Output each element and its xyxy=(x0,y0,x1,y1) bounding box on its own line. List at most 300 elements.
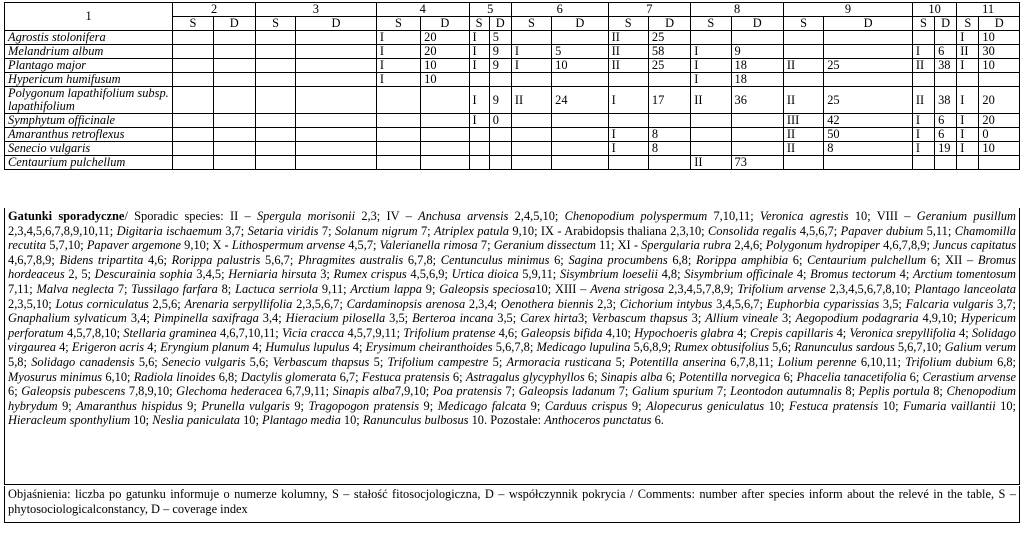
table-row xyxy=(5,31,1020,45)
relevé-numbers: 8; xyxy=(841,384,859,399)
species-name: Chamomilla recutita xyxy=(8,223,1016,253)
coverage-cell xyxy=(731,128,783,142)
relevé-numbers: 10; xyxy=(995,398,1016,413)
relevé-numbers: 2,4,6; xyxy=(731,238,766,253)
species-name: Radiola linoides xyxy=(133,369,216,384)
constancy-cell xyxy=(691,31,731,45)
relevé-numbers: 4; xyxy=(793,267,811,282)
coverage-cell: 50 xyxy=(824,128,913,142)
species-name: Erigeron acris xyxy=(71,340,145,355)
coverage-cell: 10 xyxy=(979,31,1020,45)
constancy-header: S xyxy=(511,17,551,31)
constancy-cell xyxy=(783,45,823,59)
coverage-cell xyxy=(935,156,957,170)
species-name: Trifolium campestre xyxy=(387,354,489,369)
species-name: Berteroa incana xyxy=(412,311,494,326)
coverage-cell xyxy=(296,142,377,156)
species-name: Bromus hordeaceus xyxy=(8,252,1016,282)
coverage-cell: 10 xyxy=(421,59,469,73)
relevé-numbers: 2,3,10; xyxy=(666,223,708,238)
constancy-cell: I xyxy=(691,59,731,73)
constancy-cell xyxy=(173,73,213,87)
table-row xyxy=(5,59,1020,73)
species-name: Rorippa amphibia xyxy=(695,252,789,267)
species-name: Cerastium arvense xyxy=(922,369,1016,384)
relevé-numbers: 4; xyxy=(895,267,913,282)
relevé-numbers: 4,6,7,8,9; xyxy=(879,238,934,253)
coverage-cell xyxy=(213,128,255,142)
coverage-cell: 25 xyxy=(824,59,913,73)
relevé-numbers: 2,5,6; xyxy=(148,296,185,311)
relevé-numbers: 4,6,7,10,11; xyxy=(216,325,282,340)
constancy-cell xyxy=(511,114,551,128)
coverage-cell xyxy=(213,87,255,114)
constancy-cell xyxy=(376,128,420,142)
species-name: Papaver argemone xyxy=(86,238,182,253)
species-name: Lolium perenne xyxy=(777,354,857,369)
species-name: Erysimum cheiranthoides xyxy=(365,340,493,355)
coverage-cell: 42 xyxy=(824,114,913,128)
column-number: 1 xyxy=(5,3,173,31)
species-name: Bromus tectorum xyxy=(810,267,896,282)
coverage-cell xyxy=(731,31,783,45)
species-name: Digitaria ischaemum xyxy=(116,223,222,238)
relevé-numbers: 7; xyxy=(501,384,519,399)
coverage-cell: 36 xyxy=(731,87,783,114)
species-name: Solidago virgaurea xyxy=(8,325,1016,355)
constancy-cell xyxy=(511,156,551,170)
sporadic-label: Gatunki sporadyczne xyxy=(8,209,125,223)
species-name: Oenothera biennis xyxy=(500,296,594,311)
relevé-numbers: 4,5,7,8,10; xyxy=(63,325,124,340)
constancy-cell: I xyxy=(912,45,934,59)
constancy-cell: I xyxy=(608,87,648,114)
species-name: Arctium tomentosum xyxy=(912,267,1017,282)
coverage-cell: 17 xyxy=(648,87,690,114)
relevé-numbers: 5,6; xyxy=(768,340,795,355)
relevé-numbers: 9; xyxy=(182,398,202,413)
relevé-numbers: 9,10; X - xyxy=(181,238,232,253)
coverage-cell xyxy=(552,73,608,87)
coverage-cell xyxy=(213,114,255,128)
relevé-numbers: 4,6; xyxy=(495,325,521,340)
relevé-numbers: 4,6; xyxy=(143,252,172,267)
relevé-numbers: 4,9,10; xyxy=(918,311,961,326)
relevé-numbers: 9; xyxy=(526,398,545,413)
coverage-cell xyxy=(421,128,469,142)
relevé-numbers: 6; xyxy=(788,252,808,267)
species-name: Veronica srepyllifolia xyxy=(849,325,956,340)
species-name: Crepis capillaris xyxy=(749,325,834,340)
coverage-cell xyxy=(731,114,783,128)
relevé-numbers: 7; xyxy=(318,223,335,238)
column-number: 9 xyxy=(783,3,912,17)
coverage-cell: 8 xyxy=(648,128,690,142)
relevé-numbers: 2,3,4; xyxy=(465,296,501,311)
coverage-header: D xyxy=(731,17,783,31)
species-name: Plantago media xyxy=(262,413,341,428)
constancy-cell xyxy=(376,87,420,114)
relevé-numbers: 4,5,7; xyxy=(345,238,380,253)
relevé-numbers: 3,7; xyxy=(993,296,1016,311)
constancy-cell xyxy=(912,73,934,87)
species-name: Stellaria graminea xyxy=(123,325,217,340)
coverage-cell xyxy=(489,142,511,156)
constancy-cell: I xyxy=(608,128,648,142)
coverage-cell: 25 xyxy=(648,31,690,45)
coverage-cell xyxy=(489,73,511,87)
constancy-cell xyxy=(173,31,213,45)
coverage-cell xyxy=(296,31,377,45)
relevé-numbers: 4; xyxy=(55,340,72,355)
relevé-numbers: 9; xyxy=(627,398,647,413)
species-name: Consolida regalis xyxy=(708,223,797,238)
table-row xyxy=(5,128,1020,142)
constancy-cell: I xyxy=(912,142,934,156)
coverage-cell xyxy=(213,31,255,45)
constancy-cell xyxy=(469,73,489,87)
constancy-cell: II xyxy=(783,87,823,114)
constancy-header: S xyxy=(608,17,648,31)
species-name: Trifolium dubium xyxy=(905,354,993,369)
relevé-numbers: 7; xyxy=(113,281,132,296)
constancy-cell: I xyxy=(957,128,979,142)
relevé-numbers: Arabidopsis thaliana xyxy=(564,223,667,238)
coverage-header: D xyxy=(935,17,957,31)
relevé-numbers: 10; xyxy=(239,413,262,428)
species-name: Papaver dubium xyxy=(840,223,924,238)
coverage-cell: 25 xyxy=(648,59,690,73)
species-name: Hieracleum sponthylium xyxy=(8,413,131,428)
species-name: Hieracium pilosella xyxy=(285,311,386,326)
species-name: Valerianella rimosa xyxy=(379,238,478,253)
constancy-cell xyxy=(511,31,551,45)
table-row xyxy=(5,142,1020,156)
species-name: Centaurium pulchellum xyxy=(807,252,927,267)
constancy-header: S xyxy=(783,17,823,31)
species-name: Neslia paniculata xyxy=(152,413,240,428)
constancy-cell: II xyxy=(957,45,979,59)
constancy-cell: I xyxy=(376,45,420,59)
relevé-numbers: 7,10,11; xyxy=(707,209,760,223)
column-number: 3 xyxy=(255,3,376,17)
species-name: Centunculus minimus xyxy=(440,252,550,267)
species-name: Geranium pusillum xyxy=(916,209,1016,223)
constancy-cell: I xyxy=(376,31,420,45)
constancy-cell xyxy=(376,156,420,170)
coverage-cell: 0 xyxy=(979,128,1020,142)
relevé-numbers: 5,6,7,8; xyxy=(492,340,537,355)
coverage-cell xyxy=(552,142,608,156)
coverage-cell xyxy=(648,114,690,128)
species-name: Galeopsis ladanum xyxy=(518,384,616,399)
relevé-numbers: 10; VIII – xyxy=(848,209,917,223)
constancy-cell xyxy=(255,114,295,128)
constancy-cell xyxy=(173,142,213,156)
constancy-cell xyxy=(469,142,489,156)
species-name: Falcaria vulgaris xyxy=(905,296,994,311)
species-name: Hypochoeris glabra xyxy=(634,325,734,340)
relevé-numbers: 10; xyxy=(340,413,363,428)
coverage-cell xyxy=(296,87,377,114)
coverage-cell xyxy=(824,45,913,59)
coverage-cell: 38 xyxy=(935,87,957,114)
relevé-numbers: 4,5,7,9,11; xyxy=(344,325,404,340)
constancy-cell: I xyxy=(469,59,489,73)
relevé-numbers: 6; xyxy=(780,369,797,384)
column-number: 4 xyxy=(376,3,469,17)
species-name: Allium vineale xyxy=(705,311,779,326)
relevé-numbers: 9; xyxy=(419,398,438,413)
coverage-cell: 25 xyxy=(824,87,913,114)
coverage-cell xyxy=(935,73,957,87)
relevé-numbers: 3,5; xyxy=(493,311,521,326)
species-name: Herniaria hirsuta xyxy=(228,267,317,282)
species-name: Anthoceros punctatus xyxy=(544,413,652,428)
coverage-header: D xyxy=(979,17,1020,31)
species-name: Carex hirta xyxy=(520,311,578,326)
relevé-numbers: 5; xyxy=(611,354,630,369)
relevé-numbers: 3,4; xyxy=(126,311,154,326)
relevé-numbers: 5; xyxy=(488,354,507,369)
constancy-cell: II xyxy=(783,142,823,156)
constancy-cell xyxy=(608,73,648,87)
species-name: Astragalus glycyphyllos xyxy=(465,369,585,384)
column-number: 2 xyxy=(173,3,256,17)
species-name: Ranunculus bulbosus xyxy=(362,413,469,428)
coverage-cell xyxy=(935,31,957,45)
relevé-numbers: 4,10; xyxy=(602,325,635,340)
constancy-cell: I xyxy=(691,73,731,87)
column-number-row xyxy=(5,3,1020,17)
relevé-numbers: 6,7,8,11; xyxy=(725,354,778,369)
coverage-cell: 9 xyxy=(489,45,511,59)
coverage-cell: 10 xyxy=(421,73,469,87)
relevé-numbers: 10; xyxy=(878,398,904,413)
species-rows xyxy=(5,31,1020,170)
species-name: Phacelia tanacetifolia xyxy=(796,369,907,384)
constancy-cell: I xyxy=(469,45,489,59)
relevé-numbers: 7,9,10; xyxy=(394,384,433,399)
species-name: Glechoma hederacea xyxy=(176,384,283,399)
coverage-cell: 10 xyxy=(979,59,1020,73)
species-name: Chenopodium hybrydum xyxy=(8,384,1016,413)
species-name: Sisymbrium loeselii xyxy=(559,267,658,282)
species-name: Potentilla anserina xyxy=(629,354,726,369)
relevé-numbers: 5; xyxy=(369,354,388,369)
constancy-cell xyxy=(173,128,213,142)
relevé-numbers: 6,10; xyxy=(102,369,134,384)
coverage-header: D xyxy=(489,17,511,31)
species-name: Galeopsis pubescens xyxy=(21,384,126,399)
relevé-numbers: 5,6,7,10; xyxy=(894,340,945,355)
relevé-numbers: 9,10; IX - xyxy=(508,223,565,238)
species-name: Veronica agrestis xyxy=(759,209,849,223)
species-name: Chenopodium polyspermum xyxy=(564,209,708,223)
coverage-cell: 19 xyxy=(935,142,957,156)
coverage-cell xyxy=(824,73,913,87)
constancy-cell: II xyxy=(608,59,648,73)
constancy-cell xyxy=(469,156,489,170)
species-name: Hypericum perforatum xyxy=(8,311,1016,340)
coverage-cell xyxy=(213,142,255,156)
coverage-cell: 18 xyxy=(731,59,783,73)
constancy-cell: II xyxy=(691,87,731,114)
relevé-numbers: 10; xyxy=(764,398,789,413)
coverage-cell: 6 xyxy=(935,128,957,142)
relevé-numbers: 2,3,4,5,6,7,8,10; xyxy=(825,281,915,296)
coverage-header: D xyxy=(296,17,377,31)
constancy-cell xyxy=(608,114,648,128)
species-name: Avena strigosa xyxy=(590,281,665,296)
relevé-numbers: 7,8,9,10; xyxy=(125,384,177,399)
coverage-cell xyxy=(296,73,377,87)
coverage-cell: 5 xyxy=(489,31,511,45)
species-name: Amaranthus retroflexus xyxy=(5,128,173,142)
relevé-numbers: 6. xyxy=(651,413,664,428)
constancy-cell xyxy=(783,31,823,45)
column-number: 11 xyxy=(957,3,1020,17)
column-number: 8 xyxy=(691,3,784,17)
constancy-cell xyxy=(255,31,295,45)
species-name: Arenaria serpyllifolia xyxy=(184,296,293,311)
relevé-numbers: 2,3,5,10; xyxy=(8,296,56,311)
constancy-cell xyxy=(957,156,979,170)
species-name: Senecio vulgaris xyxy=(5,142,173,156)
constancy-cell: I xyxy=(376,59,420,73)
table-row xyxy=(5,156,1020,170)
relevé-numbers: 6; xyxy=(584,369,601,384)
coverage-cell: 20 xyxy=(979,87,1020,114)
coverage-cell xyxy=(552,114,608,128)
constancy-cell xyxy=(376,142,420,156)
species-name: Humulus lupulus xyxy=(265,340,350,355)
constancy-cell: I xyxy=(957,114,979,128)
constancy-cell: I xyxy=(691,45,731,59)
coverage-cell: 10 xyxy=(552,59,608,73)
constancy-cell: I xyxy=(912,128,934,142)
constancy-cell xyxy=(912,156,934,170)
species-name: Verbascum thapsus xyxy=(591,311,688,326)
relevé-numbers: 8; xyxy=(217,281,236,296)
constancy-cell: I xyxy=(511,45,551,59)
species-name: Hypericum humifusum xyxy=(5,73,173,87)
relevé-numbers: 6; xyxy=(662,369,679,384)
constancy-cell xyxy=(255,128,295,142)
constancy-cell xyxy=(255,142,295,156)
relevé-numbers: 2,3,5,6,7; xyxy=(292,296,347,311)
relevé-numbers: 5,11; xyxy=(923,223,955,238)
relevé-numbers: 2,3,4,5,7,8,9; xyxy=(664,281,738,296)
species-name: Galium spurium xyxy=(631,384,714,399)
constancy-cell: I xyxy=(912,114,934,128)
relevé-numbers: 5,6; xyxy=(245,354,273,369)
constancy-cell: I xyxy=(608,142,648,156)
relevé-numbers: 4; xyxy=(349,340,366,355)
relevé-numbers: 9; xyxy=(289,398,309,413)
species-name: Dactylis glomerata xyxy=(240,369,337,384)
species-name: Sagina procumbens xyxy=(568,252,668,267)
coverage-cell xyxy=(552,156,608,170)
relevé-numbers: 5,6,8,9; xyxy=(630,340,675,355)
constancy-header: S xyxy=(912,17,934,31)
relevé-numbers: 2,3,4,5,6,7,8,9,10,11; xyxy=(8,223,117,238)
coverage-cell: 18 xyxy=(731,73,783,87)
species-name: Cichorium intybus xyxy=(619,296,713,311)
relevé-numbers: 4; xyxy=(955,325,972,340)
relevé-numbers: 6; XII – xyxy=(926,252,978,267)
relevé-numbers: 6,8; xyxy=(215,369,241,384)
coverage-cell xyxy=(421,87,469,114)
relevé-numbers: 4,5,6,7; xyxy=(796,223,841,238)
species-name: Lithospermum arvense xyxy=(231,238,346,253)
relevé-numbers: 6; xyxy=(906,369,923,384)
species-name: Polygonum lapathifolium subsp. lapathifolium xyxy=(5,87,173,114)
relevé-numbers: 4,5,6,9; xyxy=(406,267,452,282)
column-number: 5 xyxy=(469,3,511,17)
constancy-header: S xyxy=(255,17,295,31)
species-name: Descurainia sophia xyxy=(94,267,193,282)
species-name: Myosurus minimus xyxy=(8,369,103,384)
table-row xyxy=(5,73,1020,87)
coverage-cell xyxy=(296,128,377,142)
constancy-cell: I xyxy=(376,73,420,87)
coverage-cell: 6 xyxy=(935,114,957,128)
constancy-cell: II xyxy=(511,87,551,114)
coverage-cell: 5 xyxy=(552,45,608,59)
species-name: Festuca pratensis xyxy=(361,369,450,384)
constancy-cell xyxy=(511,128,551,142)
constancy-cell: I xyxy=(469,114,489,128)
relevé-numbers: 6,7,8; xyxy=(403,252,441,267)
coverage-cell xyxy=(979,73,1020,87)
coverage-header: D xyxy=(421,17,469,31)
constancy-cell xyxy=(173,87,213,114)
coverage-cell: 9 xyxy=(489,59,511,73)
species-name: Prunella vulgaris xyxy=(201,398,290,413)
constancy-cell xyxy=(957,73,979,87)
relevé-numbers: 4; xyxy=(144,340,161,355)
relevé-numbers: 10; xyxy=(130,413,153,428)
relevé-numbers: 7; xyxy=(713,384,731,399)
relevé-numbers: 5,6,7; xyxy=(260,252,298,267)
sporadic-label-en: / Sporadic species: xyxy=(124,209,224,223)
coverage-cell: 6 xyxy=(935,45,957,59)
species-name: Urtica dioica xyxy=(451,267,519,282)
constancy-cell xyxy=(912,31,934,45)
species-name: Lactuca serriola xyxy=(235,281,319,296)
relevé-numbers: 5,9,11; xyxy=(518,267,560,282)
relevé-numbers: 8; xyxy=(929,384,947,399)
relevé-numbers: 7; xyxy=(615,384,632,399)
coverage-cell xyxy=(648,73,690,87)
relevé-numbers: 3,5; xyxy=(879,296,906,311)
species-name: Ranunculus sardous xyxy=(794,340,895,355)
explanation-note: Objaśnienia: liczba po gatunku informuje o numerze kolumny, S – stałość fitosocjologiczna, D – współczynnik pokrycia / Comments: number after species inform about the relevé in the table, S – phytosociologicalconstancy, D – coverage index xyxy=(4,486,1020,523)
species-name: Trifolium pratense xyxy=(403,325,496,340)
coverage-cell: 20 xyxy=(979,114,1020,128)
coverage-cell: 8 xyxy=(824,142,913,156)
relevé-numbers: 4,8; xyxy=(657,267,685,282)
coverage-cell: 20 xyxy=(421,31,469,45)
relevé-numbers: 3; xyxy=(778,311,796,326)
table-row xyxy=(5,87,1020,114)
species-name: Plantago major xyxy=(5,59,173,73)
species-name: Bidens tripartita xyxy=(59,252,144,267)
coverage-cell: 38 xyxy=(935,59,957,73)
coverage-cell: 58 xyxy=(648,45,690,59)
relevé-numbers: 4,6,7,8,9; xyxy=(8,252,60,267)
